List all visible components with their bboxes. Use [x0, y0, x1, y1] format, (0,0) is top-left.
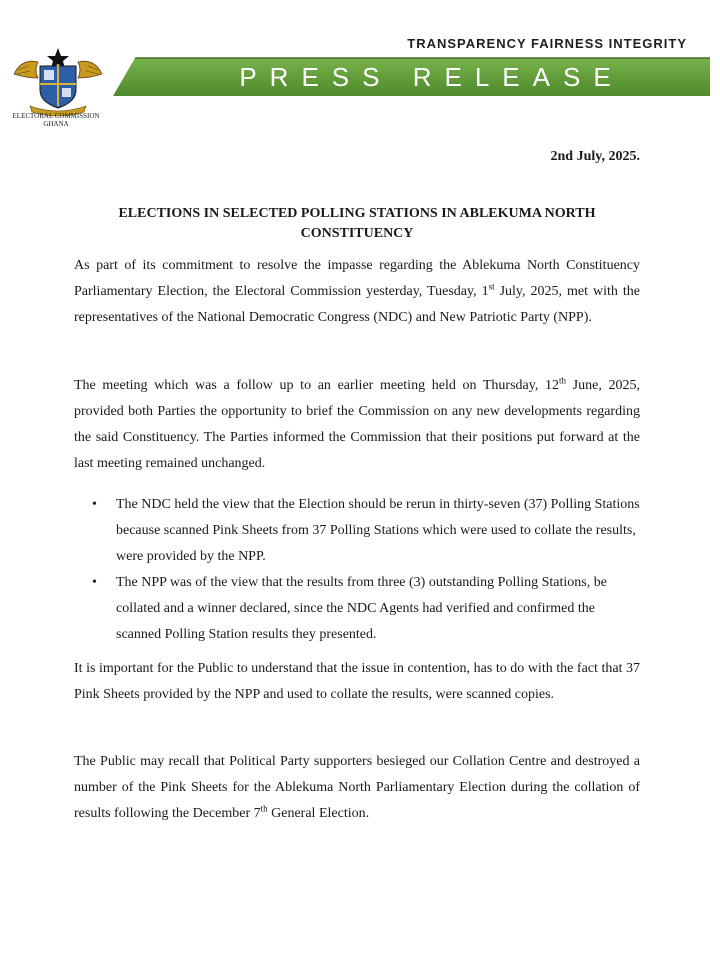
bullet-icon: •: [92, 497, 97, 512]
paragraph-3: It is important for the Public to understand that the issue in contention, has to do with the fact that 37 Pink Sheets provided by the NPP and used to collate the results, were scanned copies.: [74, 661, 640, 702]
banner-title: PRESS RELEASE: [239, 61, 624, 92]
list-item-text: The NPP was of the view that the results from three (3) outstanding Polling Stations, be collated and a winner declared, since the NDC Agents had verified and confirmed the scanned Polling Station results they presented.: [116, 575, 607, 642]
positions-list: [90, 492, 640, 648]
bullet-icon: •: [92, 575, 97, 590]
paragraph-1-text-a: As part of its commitment to resolve the impasse regarding the Ablekuma North Constituency Parliamentary Election, the Electoral Commission yesterday, Tuesday, 1: [74, 258, 640, 299]
paragraph-4-text-b: General Election.: [267, 806, 370, 821]
paragraph-2-text-b: June, 2025, provided both Parties the opportunity to brief the Commission on any new developments regarding the said Constituency. The Parties informed the Commission that their positions put forward at the last meeting remained unchanged.: [74, 378, 640, 471]
paragraph-1: [74, 253, 640, 331]
tagline: TRANSPARENCY FAIRNESS INTEGRITY: [407, 36, 687, 51]
coat-of-arms-logo: [8, 44, 108, 118]
document-title: ELECTIONS IN SELECTED POLLING STATIONS IN ABLEKUMA NORTH CONSTITUENCY: [118, 206, 596, 241]
paragraph-2: [74, 373, 640, 477]
date-rest: July, 2025.: [573, 149, 640, 164]
paragraph-4-superscript: th: [260, 803, 268, 814]
paragraph-2-superscript: th: [559, 375, 567, 386]
logo-caption-line1: ELECTORAL COMMISSION: [12, 112, 100, 120]
release-date: [0, 149, 640, 165]
date-day: 2nd: [550, 149, 574, 164]
paragraph-4-text-a: The Public may recall that Political Party supporters besieged our Collation Centre and destroyed a number of the Pink Sheets for the Ablekuma North Parliamentary Election during the collation of results following the December 7: [74, 754, 640, 821]
paragraph-4: [74, 749, 640, 827]
paragraph-1-superscript: st: [488, 281, 495, 292]
paragraph-2-text-a: The meeting which was a follow up to an earlier meeting held on Thursday, 12: [74, 378, 559, 393]
logo-caption: [0, 112, 112, 128]
list-item: [90, 492, 640, 570]
paragraph-1-text-b: July, 2025, met with the representatives of the National Democratic Congress (NDC) and New Patriotic Party (NPP).: [74, 284, 640, 325]
press-release-banner: [113, 56, 710, 98]
logo-caption-line2: GHANA: [43, 120, 69, 128]
list-item-text: The NDC held the view that the Election should be rerun in thirty-seven (37) Polling Stations because scanned Pink Sheets from 37 Polling Stations which were used to collate the results, were provided by the NPP.: [116, 497, 640, 564]
list-item: [90, 570, 640, 648]
